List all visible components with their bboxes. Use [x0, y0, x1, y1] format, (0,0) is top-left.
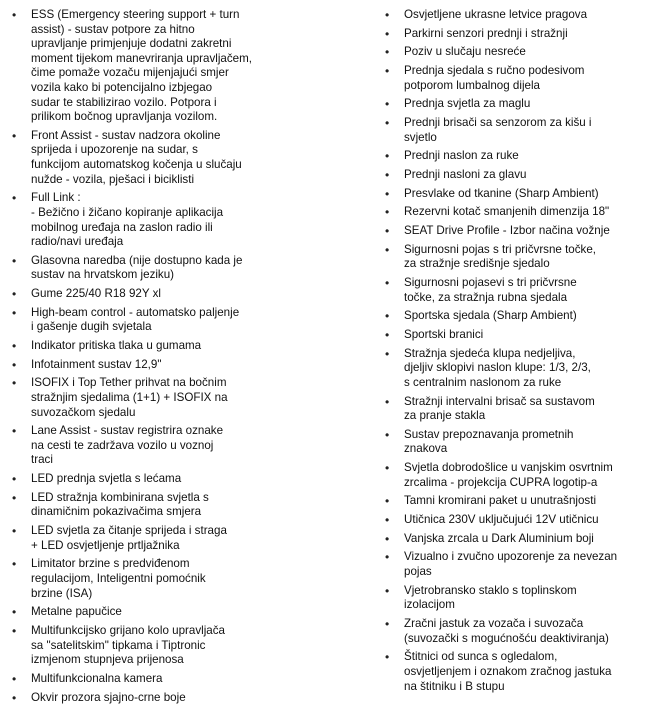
- list-item-text-line: • Štitnici od sunca s ogledalom,: [404, 650, 558, 664]
- list-item: [383, 168, 645, 183]
- list-item-text-line: stražnjim sjedalima (1+1) + ISOFIX na: [31, 391, 228, 404]
- list-item: [10, 254, 270, 283]
- list-item-text-line: vozila kako bi potencijalno izbjegao: [31, 80, 213, 94]
- list-item-text-line: sudar te stabilizirao vozilo. Potpora i: [31, 95, 217, 109]
- list-item-text-line: sustav na hrvatskom jeziku): [31, 268, 175, 282]
- list-item-text-line: • SEAT Drive Profile - Izbor načina vožnje: [404, 224, 610, 238]
- list-item-text-line: brzine (ISA): [31, 586, 93, 600]
- list-item-text-line: • Sigurnosni pojas s tri pričvrsne točke,: [404, 242, 597, 256]
- list-item-text-line: upravljanje primjenjuje dodatni zakretni: [31, 37, 232, 51]
- list-item-text-line: • Vizualno i zvučno upozorenje za nevezan: [404, 550, 618, 564]
- list-item-text-line: - Bežično i žičano kopiranje aplikacija: [31, 205, 224, 219]
- list-item: [383, 243, 645, 272]
- list-item: [10, 691, 270, 706]
- list-item: [383, 395, 645, 424]
- equipment-list-right-column: [383, 8, 645, 698]
- list-item-text-line: • Sigurnosni pojasevi s tri pričvrsne: [404, 276, 577, 290]
- list-item: [383, 187, 645, 202]
- list-item-text-line: sa "satelitskim" tipkama i Tiptronic: [31, 638, 206, 652]
- list-item-text-line: • Rezervni kotač smanjenih dimenzija 18": [404, 205, 610, 219]
- list-item: [10, 191, 270, 249]
- list-item-text-line: + LED osvjetljenje prtljažnika: [31, 538, 180, 552]
- list-item-text-line: mobilnog uređaja na zaslon radio ili: [31, 220, 213, 234]
- list-item-text-line: • Presvlake od tkanine (Sharp Ambient): [404, 186, 599, 200]
- list-item: [10, 672, 270, 687]
- list-item-text-line: • Prednja sjedala s ručno podesivom: [404, 64, 585, 78]
- list-item-text-line: sprijeda i upozorenje na sudar, s: [31, 143, 198, 157]
- list-item: [10, 605, 270, 620]
- list-item-text-line: • Parkirni senzori prednji i stražnji: [404, 26, 568, 40]
- equipment-list-left: [10, 8, 270, 705]
- list-item-text-line: • Sportska sjedala (Sharp Ambient): [404, 309, 577, 323]
- list-item: [383, 27, 645, 42]
- list-item-text-line: • Stražnja sjedeća klupa nedjeljiva,: [404, 346, 576, 360]
- list-item-text-line: assist) - sustav potpore za hitno: [31, 22, 195, 36]
- list-item: [10, 358, 270, 373]
- list-item-text-line: • Gume 225/40 R18 92Y xl: [31, 287, 161, 301]
- list-item-text-line: izolacijom: [404, 598, 455, 612]
- list-item-text-line: traci: [31, 453, 53, 467]
- list-item-text-line: • Infotainment sustav 12,9": [31, 357, 162, 371]
- list-item: [383, 97, 645, 112]
- list-item-text-line: • Multifunkcijsko grijano kolo upravljača: [31, 623, 225, 637]
- list-item: [10, 424, 270, 468]
- list-item-text-line: • Limitator brzine s predviđenom: [31, 557, 190, 571]
- list-item-text-line: • Full Link :: [31, 191, 81, 205]
- list-item-text-line: • Multifunkcionalna kamera: [31, 671, 163, 685]
- list-item: [10, 557, 270, 601]
- list-item-text-line: točke, za stražnja rubna sjedala: [404, 290, 568, 304]
- list-item: [10, 472, 270, 487]
- list-item: [383, 584, 645, 613]
- list-item-text-line: znakova: [404, 442, 448, 456]
- list-item-text-line: • Sustav prepoznavanja prometnih: [404, 427, 574, 441]
- list-item-text-line: nužde - vozila, pješaci i biciklisti: [31, 172, 195, 186]
- list-item-text-line: • Vjetrobransko staklo s toplinskom: [404, 583, 577, 597]
- list-item: [383, 8, 645, 23]
- list-item-text-line: za stražnje središnje sjedalo: [404, 257, 550, 271]
- list-item-text-line: na štitniku i B stupu: [404, 679, 505, 693]
- list-item: [383, 428, 645, 457]
- list-item-text-line: • Utičnica 230V uključujući 12V utičnicu: [404, 513, 599, 527]
- list-item: [383, 276, 645, 305]
- list-item-text-line: djeljiv sklopivi naslon klupe: 1/3, 2/3,: [404, 361, 591, 375]
- list-item: [383, 224, 645, 239]
- list-item-text-line: • Stražnji intervalni brisač sa sustavom: [404, 394, 595, 408]
- list-item: [383, 513, 645, 528]
- list-item-text-line: • Glasovna naredba (nije dostupno kada je: [31, 253, 243, 267]
- list-item-text-line: funkcijom automatskog kočenja u slučaju: [31, 158, 242, 172]
- list-item: [383, 550, 645, 579]
- list-item-text-line: • Lane Assist - sustav registrira oznake: [31, 424, 224, 438]
- list-item-text-line: • Tamni kromirani paket u unutrašnjosti: [404, 494, 597, 508]
- list-item: [383, 149, 645, 164]
- list-item: [383, 532, 645, 547]
- list-item-text-line: • Prednji naslon za ruke: [404, 149, 519, 163]
- list-item-text-line: • Prednji brisači sa senzorom za kišu i: [404, 116, 592, 130]
- list-item-text-line: (suvozački s mogućnošću deaktiviranja): [404, 631, 609, 645]
- list-item: [10, 8, 270, 125]
- list-item-text-line: i gašenje dugih svjetala: [31, 320, 152, 334]
- list-item: [383, 64, 645, 93]
- list-item-text-line: • LED svjetla za čitanje sprijeda i straga: [31, 524, 227, 538]
- list-item-text-line: na cesti te zadržava vozilo u voznoj: [31, 438, 214, 452]
- list-item-text-line: • Zračni jastuk za vozača i suvozača: [404, 617, 584, 631]
- list-item: [383, 205, 645, 220]
- list-item: [383, 45, 645, 60]
- list-item: [383, 617, 645, 646]
- list-item-text-line: izmjenom stupnjeva prijenosa: [31, 653, 184, 667]
- list-item-text-line: čime pomaže vozaču mijenjajući smjer: [31, 66, 229, 80]
- list-item: [10, 491, 270, 520]
- list-item-text-line: • LED prednja svjetla s lećama: [31, 472, 182, 486]
- equipment-list-left-column: [10, 8, 270, 709]
- list-item-text-line: svjetlo: [404, 130, 437, 144]
- list-item: [10, 376, 270, 420]
- list-item-text-line: s centralnim naslonom za ruke: [404, 375, 562, 389]
- list-item-text-line: suvozačkom sjedalu: [31, 405, 136, 419]
- list-item-text-line: • Okvir prozora sjajno-crne boje: [31, 690, 186, 704]
- list-item: [10, 129, 270, 187]
- list-item: [383, 116, 645, 145]
- list-item-text-line: radio/navi uređaja: [31, 235, 124, 249]
- list-item-text-line: dinamičnim pokazivačima smjera: [31, 505, 202, 519]
- equipment-list-right: [383, 8, 645, 694]
- list-item-text-line: osvjetljenjem i oznakom zračnog jastuka: [404, 664, 612, 678]
- list-item-text-line: • Indikator pritiska tlaka u gumama: [31, 339, 202, 353]
- list-item: [10, 339, 270, 354]
- list-item-text-line: • ESS (Emergency steering support + turn: [31, 8, 240, 21]
- list-item-text-line: moment tijekom manevriranja upravljačem,: [31, 51, 253, 65]
- list-item-text-line: • ISOFIX i Top Tether prihvat na bočnim: [31, 376, 227, 390]
- list-item-text-line: • Sportski branici: [404, 328, 484, 341]
- list-item: [383, 650, 645, 694]
- list-item-text-line: potporom lumbalnog dijela: [404, 78, 540, 92]
- list-item-text-line: • Prednja svjetla za maglu: [404, 97, 531, 111]
- list-item: [10, 287, 270, 302]
- list-item: [383, 328, 645, 343]
- list-item: [383, 494, 645, 509]
- list-item: [10, 524, 270, 553]
- list-item-text-line: • Svjetla dobrodošlice u vanjskim osvrtnim: [404, 461, 613, 475]
- list-item: [383, 347, 645, 391]
- list-item-text-line: • Prednji nasloni za glavu: [404, 168, 527, 181]
- list-item: [383, 309, 645, 324]
- list-item-text-line: regulacijom, Inteligentni pomoćnik: [31, 572, 206, 585]
- list-item: [383, 461, 645, 490]
- list-item-text-line: • Vanjska zrcala u Dark Aluminium boji: [404, 531, 594, 545]
- list-item-text-line: • Poziv u slučaju nesreće: [404, 45, 526, 59]
- list-item-text-line: • Metalne papučice: [31, 605, 122, 619]
- list-item-text-line: • Front Assist - sustav nadzora okoline: [31, 128, 221, 142]
- list-item-text-line: zrcalima - projekcija CUPRA logotip-a: [404, 475, 598, 489]
- list-item-text-line: • LED stražnja kombinirana svjetla s: [31, 490, 209, 504]
- list-item: [10, 624, 270, 668]
- list-item-text-line: • Osvjetljene ukrasne letvice pragova: [404, 8, 588, 21]
- list-item-text-line: • High-beam control - automatsko paljenje: [31, 305, 240, 319]
- list-item-text-line: prilikom bočnog upravljanja vozilom.: [31, 110, 218, 124]
- list-item-text-line: pojas: [404, 565, 432, 579]
- list-item: [10, 306, 270, 335]
- list-item-text-line: za pranje stakla: [404, 409, 486, 423]
